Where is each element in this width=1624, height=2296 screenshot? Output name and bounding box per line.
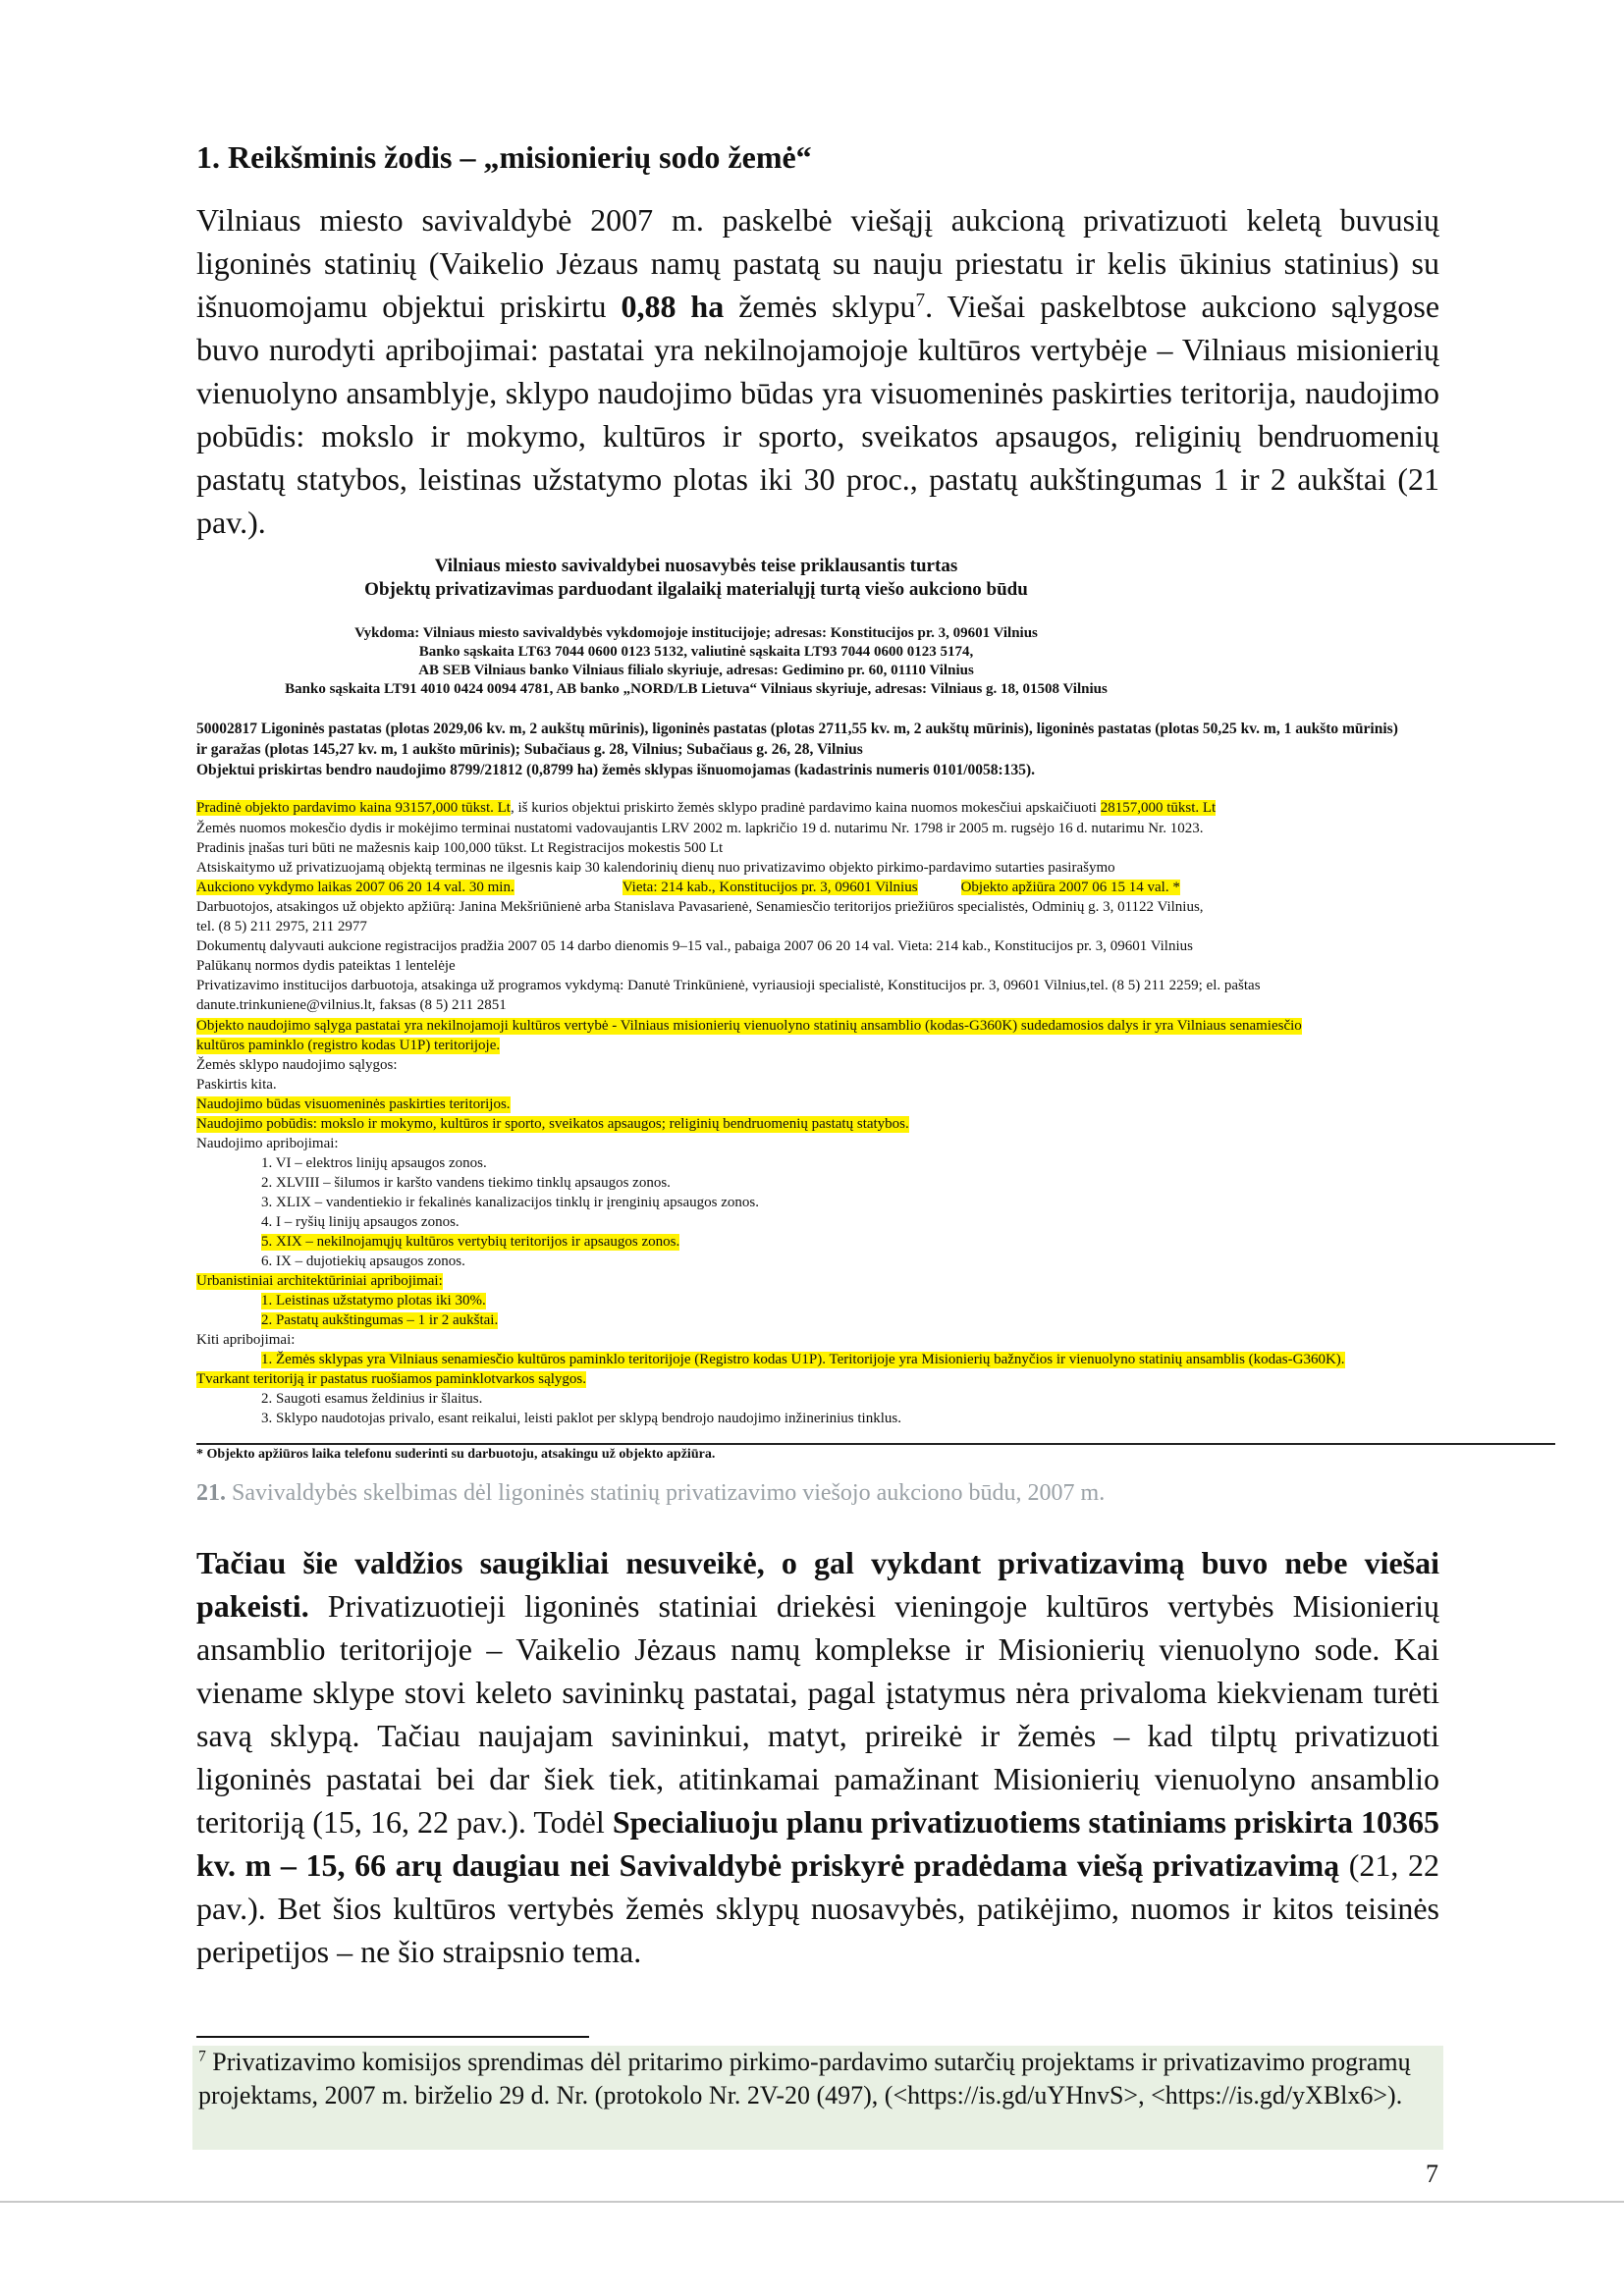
other-item-highlight: 1. Žemės sklypas yra Vilniaus senamiesčio kultūros paminklo teritorijoje (Registro kodas U1P). Teritorijoje yra Misionierių bažnyčios ir vienuolyno statinių ansamblis (kodas-G360K). bbox=[261, 1352, 1345, 1367]
notice-line: Žemės sklypo naudojimo sąlygos: bbox=[196, 1057, 398, 1073]
urban-item-highlight: 2. Pastatų aukštingumas – 1 ir 2 aukštai. bbox=[261, 1312, 499, 1328]
restriction-item-highlight: 5. XIX – nekilnojamųjų kultūros vertybių teritorijos ir apsaugos zonos. bbox=[261, 1234, 680, 1250]
auction-time-highlight: Aukciono vykdymo laikas 2007 06 20 14 val. 30 min. bbox=[196, 880, 514, 895]
use-way-highlight: Naudojimo būdas visuomeninės paskirties teritorijos. bbox=[196, 1096, 511, 1112]
org-line: Banko sąskaita LT91 4010 0424 0094 4781, AB banko „NORD/LB Lietuva“ Vilniaus skyriuje, adresas: Vilniaus g. 18, 01508 Vilnius bbox=[285, 681, 1108, 697]
notice-line: Privatizavimo institucijos darbuotoja, atsakinga už programos vykdymą: Danutė Trinkūnienė, vyriausioji specialistė, Konstitucijos pr. 3, 09601 Vilnius,tel. (8 5) 211 2259; el. paštas bbox=[196, 978, 1261, 993]
notice-line: Palūkanų normos dydis pateiktas 1 lentelėje bbox=[196, 958, 456, 974]
restriction-item: 2. XLVIII – šilumos ir karšto vandens tiekimo tinklų apsaugos zonos. bbox=[261, 1175, 671, 1191]
use-condition-highlight: Objekto naudojimo sąlyga pastatai yra nekilnojamoji kultūros vertybė - Vilniaus misionierių vienuolyno statinių ansamblio (kodas-G360K) sudedamosios dalys ir yra Vilniaus senamiesčio bbox=[196, 1018, 1302, 1034]
other-item-highlight: Tvarkant teritoriją ir pastatus ruošiamos paminklotvarkos sąlygos. bbox=[196, 1371, 587, 1387]
price-mid: , iš kurios objektui priskirto žemės sklypo pradinė pardavimo kaina nuomos mokesčiui apskaičiuoti bbox=[510, 800, 1101, 816]
notice-footnote: * Objekto apžiūros laika telefonu suderinti su darbuotoju, atsakingu už objekto apžiūra. bbox=[196, 1447, 716, 1462]
section-heading: 1. Reikšminis žodis – „misionierių sodo žemė“ bbox=[196, 139, 812, 175]
object-line: 50002817 Ligoninės pastatas (plotas 2029,06 kv. m, 2 aukštų mūrinis), ligoninės pastatas (plotas 2711,55 kv. m, 2 aukštų mūrinis), ligoninės pastatas (plotas 50,25 kv. m, 1 aukšto mūrinis) bbox=[196, 721, 1398, 737]
use-condition-highlight: kultūros paminklo (registro kodas U1P) teritorijoje. bbox=[196, 1038, 501, 1053]
auction-view-highlight: Objekto apžiūra 2007 06 15 14 val. * bbox=[960, 880, 1180, 895]
urban-item-highlight: 1. Leistinas užstatymo plotas iki 30%. bbox=[261, 1293, 486, 1308]
notice-org-block bbox=[196, 624, 1196, 699]
para2-bold-a: Tačiau šie valdžios saugikliai nesuveikė, o gal vykdant privatizavimą buvo nebe viešai pakeisti. bbox=[196, 1545, 1439, 1624]
notice-line: tel. (8 5) 211 2975, 211 2977 bbox=[196, 919, 367, 934]
restriction-item: 6. IX – dujotiekių apsaugos zonos. bbox=[261, 1254, 465, 1269]
notice-line: Žemės nuomos mokesčio dydis ir mokėjimo terminai nustatomi vadovaujantis LRV 2002 m. lapkričio 19 d. nutarimu Nr. 1798 ir 2005 m. rugsėjo 16 d. nutarimu Nr. 1023. bbox=[196, 821, 1204, 836]
notice-line: danute.trinkuniene@vilnius.lt, faksas (8 5) 211 2851 bbox=[196, 997, 507, 1013]
auction-time-line bbox=[196, 880, 1180, 896]
org-line: AB SEB Vilniaus banko Vilniaus filialo skyriuje, adresas: Gedimino pr. 60, 01110 Vilnius bbox=[418, 663, 974, 678]
notice-line: Pradinis įnašas turi būti ne mažesnis kaip 100,000 tūkst. Lt Registracijos mokestis 500 Lt bbox=[196, 840, 724, 856]
footnote bbox=[192, 2046, 1443, 2150]
body-paragraph-2 bbox=[196, 1541, 1439, 1973]
para1-text-c: . Viešai paskelbtose aukciono sąlygose buvo nurodyti apribojimai: pastatai yra nekilnojamojoje kultūros vertybėje – Vilniaus misionierių vienuolyno ansamblyje, sklypo naudojimo būdas yra visuomeninės paskirties teritorija, naudojimo pobūdis: mokslo ir mokymo, kultūros ir sporto, sveikatos apsaugos, religinių bendruomenių pastatų statybos, leistinas užstatymo plotas iki 30 proc., pastatų aukštingumas 1 ir 2 aukštai (21 pav.). bbox=[196, 289, 1440, 540]
caption-text: Savivaldybės skelbimas dėl ligoninės statinių privatizavimo viešojo aukciono būdu, 2007 m. bbox=[226, 1480, 1106, 1506]
object-line: ir garažas (plotas 145,27 kv. m, 1 aukšto mūrinis); Subačiaus g. 28, Vilnius; Subačiaus g. 26, 28, Vilnius bbox=[196, 741, 863, 758]
other-item: 3. Sklypo naudotojas privalo, esant reikalui, leisti paklot per sklypą bendrojo naudojimo inžinerinius tinklus. bbox=[261, 1411, 901, 1426]
notice-line: Kiti apribojimai: bbox=[196, 1332, 296, 1348]
notice-line: Dokumentų dalyvauti aukcione registracijos pradžia 2007 05 14 darbo dienomis 9–15 val., pabaiga 2007 06 20 14 val. Vieta: 214 kab., Konstitucijos pr. 3, 09601 Vilnius bbox=[196, 938, 1193, 954]
use-type-highlight: Naudojimo pobūdis: mokslo ir mokymo, kultūros ir sporto, sveikatos apsaugos; religinių bendruomenių pastatų statybos. bbox=[196, 1116, 909, 1132]
other-item: 2. Saugoti esamus želdinius ir šlaitus. bbox=[261, 1391, 483, 1407]
notice-title-2: Objektų privatizavimas parduodant ilgalaikį materialųjį turtą viešo aukciono būdu bbox=[364, 579, 1028, 600]
para1-text-b: žemės sklypu bbox=[724, 289, 916, 324]
page-bottom-divider bbox=[0, 2201, 1624, 2203]
org-line: Banko sąskaita LT63 7044 0600 0123 5132, valiutinė sąskaita LT93 7044 0600 0123 5174, bbox=[418, 644, 974, 660]
object-line: Objektui priskirtas bendro naudojimo 8799/21812 (0,8799 ha) žemės sklypas išnuomojamas (kadastrinis numeris 0101/0058:135). bbox=[196, 762, 1036, 778]
footnote-text: Privatizavimo komisijos sprendimas dėl pritarimo pirkimo-pardavimo sutarčių projektams ir privatizavimo programų projektams, 2007 m. birželio 29 d. Nr. (protokolo Nr. 2V-20 (497), (<https://is.gd/uYHnvS>, <https://is.gd/yXBlx6>). bbox=[198, 2048, 1411, 2109]
land-price-highlight: 28157,000 tūkst. Lt bbox=[1100, 800, 1217, 816]
para2-bold-b: Specialiuoju planu privatizuotiems statiniams priskirta 10365 kv. m – 15, 66 arų daugiau nei Savivaldybė priskyrė pradėdama viešą privatizavimą bbox=[196, 1804, 1440, 1883]
para1-area-bold: 0,88 ha bbox=[621, 289, 725, 324]
page-number: 7 bbox=[1426, 2160, 1438, 2188]
caption-number: 21. bbox=[196, 1480, 226, 1506]
auction-notice-figure bbox=[196, 556, 1555, 1462]
notice-title-1: Vilniaus miesto savivaldybei nuosavybės teise priklausantis turtas bbox=[434, 556, 958, 576]
notice-line: Naudojimo apribojimai: bbox=[196, 1136, 339, 1151]
urban-title-highlight: Urbanistiniai architektūriniai apribojimai: bbox=[196, 1273, 443, 1289]
notice-line: Atsiskaitymo už privatizuojamą objektą terminas ne ilgesnis kaip 30 kalendorinių dienų nuo privatizavimo objekto pirkimo-pardavimo sutarties pasirašymo bbox=[196, 860, 1115, 876]
price-line bbox=[196, 800, 1216, 817]
org-line: Vykdoma: Vilniaus miesto savivaldybės vykdomojoje institucijoje; adresas: Konstitucijos pr. 3, 09601 Vilnius bbox=[354, 625, 1038, 641]
footnote-number: 7 bbox=[198, 2048, 206, 2065]
para2-text-a: Privatizuotieji ligoninės statiniai driekėsi vieningoje kultūros vertybės Misionierių ansamblio teritorijoje – Vaikelio Jėzaus namų komplekse ir Misionierių vienuolyno sode. Kai viename sklype stovi keleto savininkų pastatai, pagal įstatymus nėra privaloma kiekvienam turėti savą sklypą. Tačiau naujajam savininkui, matyt, prireikė ir žemės – kad tilptų privatizuoti ligoninės pastatai bei dar šiek tiek, atitinkamai pamažinant Misionierių vienuolyno ansamblio teritoriją (15, 16, 22 pav.). Todėl bbox=[196, 1588, 1439, 1840]
restriction-item: 3. XLIX – vandentiekio ir fekalinės kanalizacijos tinklų ir įrenginių apsaugos zonos. bbox=[261, 1195, 759, 1210]
figure-caption bbox=[196, 1478, 1105, 1508]
footnote-separator bbox=[196, 2036, 589, 2038]
auction-place-highlight: Vieta: 214 kab., Konstitucijos pr. 3, 09601 Vilnius bbox=[622, 880, 918, 895]
para2-text-b: (21, 22 pav.). Bet šios kultūros vertybės žemės sklypų nuosavybės, patikėjimo, nuomos ir kitos teisinės peripetijos – ne šio straipsnio tema. bbox=[196, 1847, 1440, 1969]
intro-paragraph bbox=[196, 198, 1439, 544]
restriction-item: 1. VI – elektros linijų apsaugos zonos. bbox=[261, 1155, 487, 1171]
notice-line: Paskirtis kita. bbox=[196, 1077, 277, 1093]
start-price-highlight: Pradinė objekto pardavimo kaina 93157,000 tūkst. Lt bbox=[196, 800, 511, 816]
notice-divider bbox=[196, 1443, 1555, 1445]
restriction-item: 4. I – ryšių linijų apsaugos zonos. bbox=[261, 1214, 460, 1230]
notice-line: Darbuotojos, atsakingos už objekto apžiūrą: Janina Mekšriūnienė arba Stanislava Pavasarienė, Senamiesčio teritorijos priežiūros specialistės, Odminių g. 3, 01122 Vilnius, bbox=[196, 899, 1204, 915]
footnote-ref[interactable]: 7 bbox=[915, 290, 926, 311]
para1-text-a: Vilniaus miesto savivaldybė 2007 m. paskelbė viešąjį aukcioną privatizuoti keletą buvusių ligoninės statinių (Vaikelio Jėzaus namų pastatą su nauju priestatu ir kelis ūkinius statinius) su išnuomojamu objektui priskirtu bbox=[196, 202, 1439, 324]
